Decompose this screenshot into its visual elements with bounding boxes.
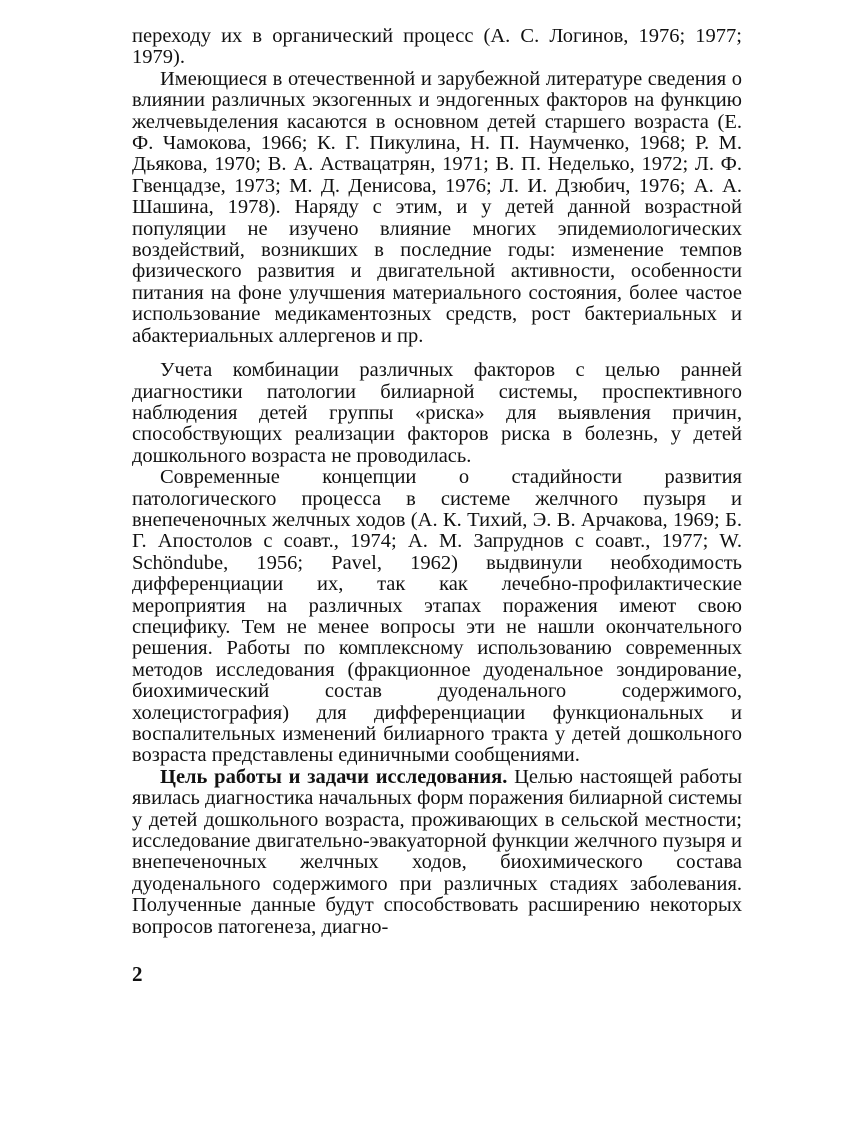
goal-text: Целью настоящей работы явилась диагностика начальных форм поражения билиарной системы у детей дошкольного возраста, проживающих в сельской местности; исследование двигательно-эвакуаторной функции желчного пузыря и внепеченочных желчных ходов, биохимического состава дуоденального содержимого при различных стадиях заболевания. Полученные данные будут способствовать расширению некоторых вопросов патогенеза, диагно- xyxy=(132,765,742,938)
page-number: 2 xyxy=(132,962,143,986)
paragraph-risk-factors: Учета комбинации различных факторов с целью ранней диагностики патологии билиарной системы, проспективного наблюдения детей группы «риска» для выявления причин, способствующих реализации факторов риска в болезнь, у детей дошкольного возраста не проводилась. xyxy=(132,359,742,467)
paragraph-literature-review: Имеющиеся в отечественной и зарубежной литературе сведения о влиянии различных экзогенных и эндогенных факторов на функцию желчевыделения касаются в основном детей старшего возраста (Е. Ф. Чамокова, 1966; К. Г. Пикулина, Н. П. Наумченко, 1968; Р. М. Дьякова, 1970; В. А. Аствацатрян, 1971; В. П. Неделько, 1972; Л. Ф. Гвенцадзе, 1973; М. Д. Денисова, 1976; Л. И. Дзюбич, 1976; А. А. Шашина, 1978). Наряду с этим, и у детей данной возрастной популяции не изучено влияние многих эпидемиологических воздействий, возникших в последние годы: изменение темпов физического развития и двигательной активности, особенности питания на фоне улучшения материального состояния, более частое использование медикаментозных средств, рост бактериальных и абактериальных аллергенов и пр. xyxy=(132,67,742,347)
paragraph-modern-concepts: Современные концепции о стадийности развития патологического процесса в системе желчного пузыря и внепеченочных желчных ходов (А. К. Тихий, Э. В. Арчакова, 1969; Б. Г. Апостолов с соавт., 1974; А. М. Запруднов с соавт., 1977; W. Schöndube, 1956; Pavel, 1962) выдвинули необходимость дифференциации их, так как лечебно-профилактические мероприятия на различных этапах поражения имеют свою специфику. Тем не менее вопросы эти не нашли окончательного решения. Работы по комплексному использованию современных методов исследования (фракционное дуоденальное зондирование, биохимический состав дуоденального содержимого, холецистография) для дифференциации функциональных и воспалительных изменений билиарного тракта у детей дошкольного возраста представлены единичными сообщениями. xyxy=(132,466,742,767)
paragraph-goal xyxy=(132,767,742,938)
paragraph-continuation: переходу их в органический процесс (А. С. Логинов, 1976; 1977; 1979). xyxy=(132,25,742,69)
page-body xyxy=(132,26,742,938)
goal-heading: Цель работы и задачи исследования. xyxy=(160,765,508,788)
